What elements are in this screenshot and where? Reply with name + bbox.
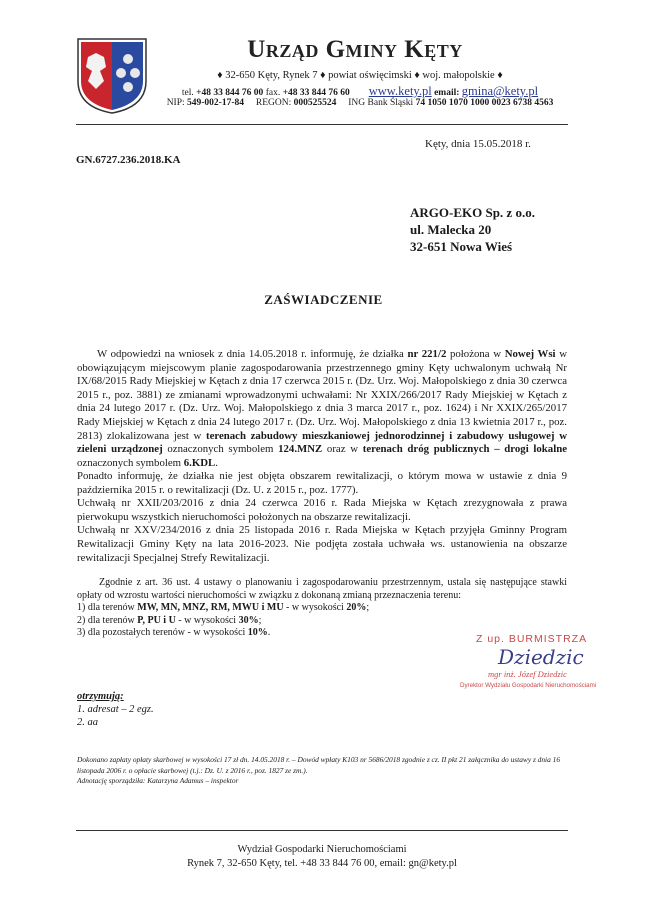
body-paragraph-2: Ponadto informuję, że działka nie jest objęta obszarem rewitalizacji, o którym mowa w ustawie z dnia 9 października 2015 r. o rewitalizacji (Dz. U. z 2015 r., poz. 1777). Uchwałą nr XXII/203/2016 z dnia 24 czerwca 2016 r. Rada Miejska w Kętach zrezygnowała z prawa pierwokupu wszystkich nieruchomości położonych na obszarze rewitalizacji. Uchwałą nr XXV/234/2016 z dnia 25 listopada 2016 r. Rada Miejska w Kętach przyjęła Gminny Program Rewitalizacji Gminy Kęty na lata 2016-2023. Nie podjęta została uchwała ws. ustanowienia na obszarze rewitalizacji Specjalnej Strefy Rewitalizacji. [77,470,567,564]
fee-rates: Zgodnie z art. 36 ust. 4 ustawy o planowaniu i zagospodarowaniu przestrzennym, ustala się następujące stawki opłaty od wzrostu wartości nieruchomości w związku z dokonaną zmianą przeznaczenia terenu: 1) dla terenów MW, MN, MNZ, RM, MWU i MU - w wysokości 20%; 2) dla terenów P, PU i U - w wysokości 30%; 3) dla pozostałych terenów - w wysokości 10%. [77,577,567,638]
reference-number: GN.6727.236.2018.KA [76,154,181,166]
svg-text:mgr inż. Józef Dziedzic: mgr inż. Józef Dziedzic [488,669,567,679]
website-link[interactable]: www.kety.pl [368,84,432,98]
svg-text:Dyrektor Wydziału Gospodarki N: Dyrektor Wydziału Gospodarki Nieruchomościami [460,682,597,689]
svg-text:Z up. BURMISTRZA: Z up. BURMISTRZA [476,633,588,645]
office-name: Urząd Gminy Kęty [247,36,463,63]
svg-text:Dziedzic: Dziedzic [498,645,584,669]
office-address: ♦ 32-650 Kęty, Rynek 7 ♦ powiat oświęcimski ♦ woj. małopolskie ♦ [217,70,503,81]
email-link[interactable]: gmina@kety.pl [461,84,539,98]
footer: Wydział Gospodarki Nieruchomościami Rynek 7, 32-650 Kęty, tel. +48 33 844 76 00, email: gn@kety.pl [187,844,457,869]
document-date: Kęty, dnia 15.05.2018 r. [425,138,531,150]
header-divider [76,124,568,125]
contact-line: tel. +48 33 844 76 00 fax. +48 33 844 76 60 www.kety.pl email: gmina@kety.pl [181,84,539,98]
document-title: ZAŚWIADCZENIE [264,292,383,307]
footer-divider [76,830,568,831]
recipients-list: otrzymują: 1. adresat – 2 egz. 2. aa [77,691,154,728]
signature-stamp [458,630,618,694]
coat-of-arms [76,37,148,115]
fee-note: Dokonano zapłaty opłaty skarbowej w wysokości 17 zł dn. 14.05.2018 r. – Dowód wpłaty K103 nr 5686/2018 zgodnie z cz. II pkt 21 załącznika do ustawy z dnia 16 listopada 2006 r. o opłacie skarbowej (t.j.: Dz. U. z 2016 r., poz. 1827 ze zm.). Adnotację sporządziła: Katarzyna Adamus – inspektor [77,755,561,785]
body-paragraph-1: W odpowiedzi na wniosek z dnia 14.05.2018 r. informuję, że działka nr 221/2 położona w Nowej Wsi w obowiązującym miejscowym planie zagospodarowania przestrzennego gminy Kęty uchwalonym uchwałą Nr IX/68/2015 Rady Miejskiej w Kętach z dnia 17 czerwca 2015 r. (Dz. Urz. Woj. Małopolskiego z dnia 30 czerwca 2015 r., poz. 3881) ze zmianami wprowadzonymi uchwałami: Nr XXIX/266/2017 Rady Miejskiej w Kętach z dnia 24 lutego 2017 r. (Dz. Urz. Woj. Małopolskiego z dnia 3 marca 2017 r., poz. 1624) i Nr XXIX/265/2017 Rady Miejskiej w Kętach z dnia 24 lutego 2017 r. (Dz. Urz. Woj. Małopolskiego z dnia 13 kwietnia 2017 r., poz. 2813) zlokalizowana jest w terenach zabudowy mieszkaniowej jednorodzinnej i zabudowy usługowej w zieleni urządzonej oznaczonych symbolem 124.MNZ oraz w terenach dróg publicznych – drogi lokalne oznaczonych symbolem 6.KDL. [77,348,568,469]
registry-line: NIP: 549-002-17-84 REGON: 000525524 ING Bank Śląski 74 1050 1070 1000 0023 6738 4563 [166,98,554,108]
recipient-address: ARGO-EKO Sp. z o.o. ul. Malecka 20 32-651 Nowa Wieś [410,205,535,254]
